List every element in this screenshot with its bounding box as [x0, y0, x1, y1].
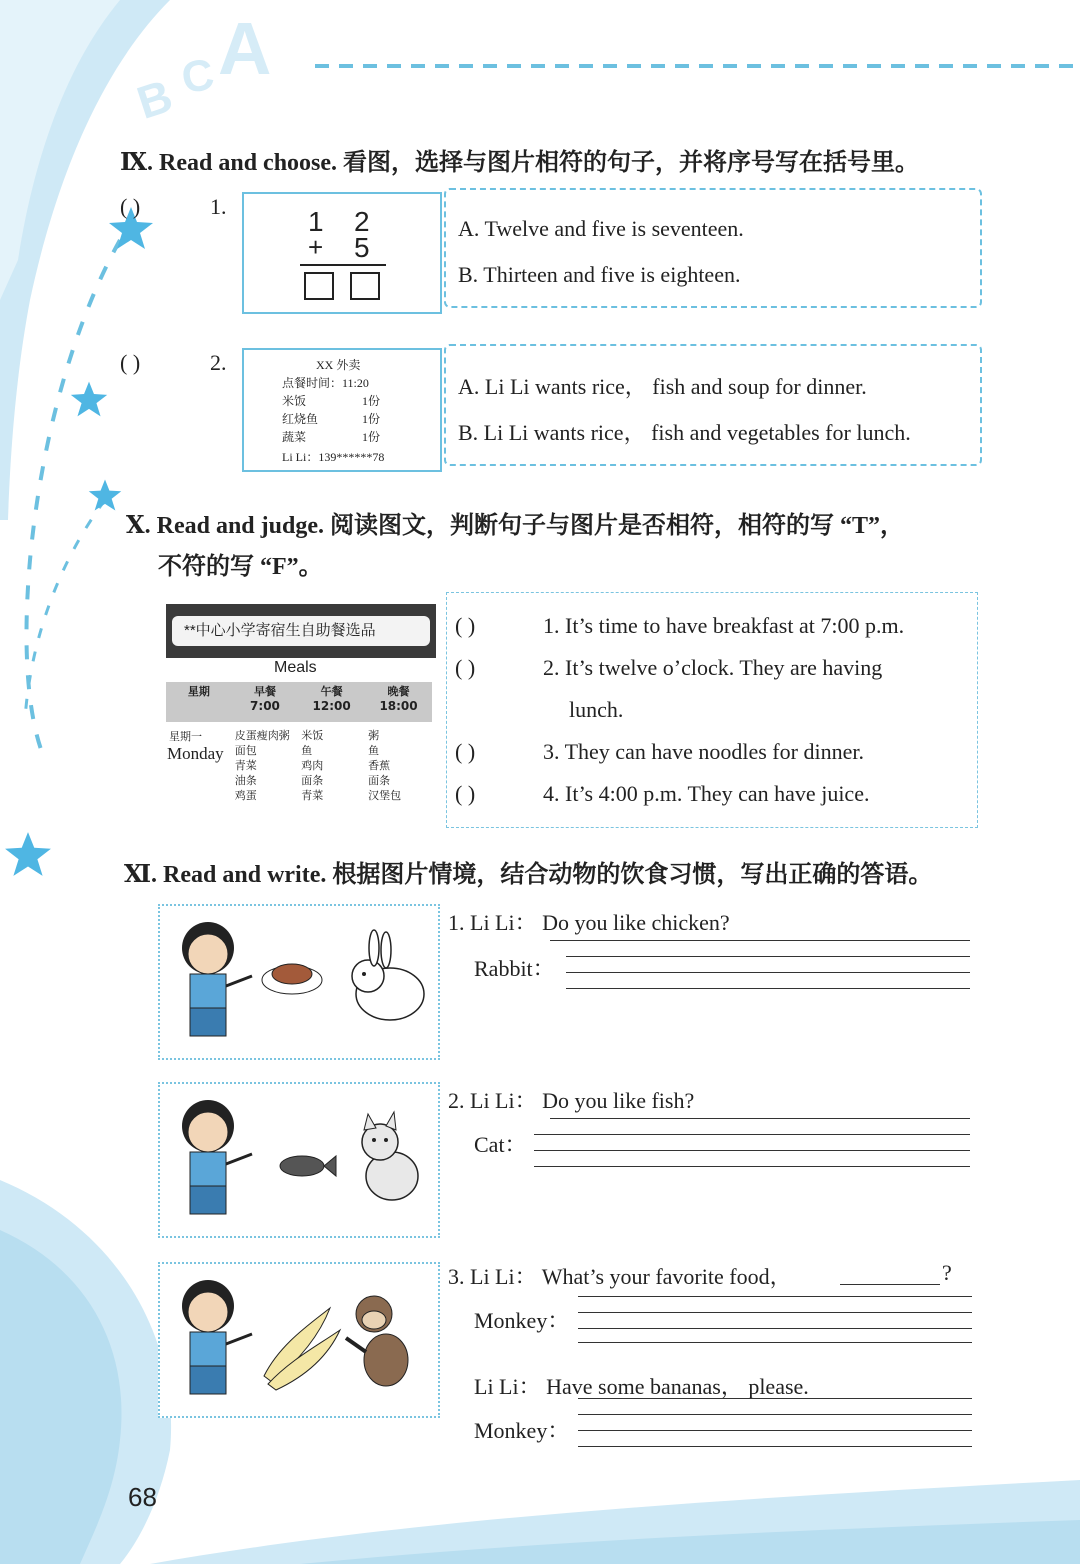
header-cn: 星期 — [187, 685, 210, 698]
menu-item: 面条 — [368, 774, 391, 787]
q1-option-a[interactable]: A. Twelve and five is seventeen. — [458, 216, 744, 241]
judge-statement: 2. It’s twelve o’clock. They are having — [543, 655, 883, 680]
q11-3-question: 3. Li Li： What’s your favorite food， — [448, 1264, 792, 1289]
receipt-item-qty: 1份 — [362, 412, 381, 426]
header-letter-c: C — [177, 49, 218, 104]
picture-girl-fish-cat — [158, 1082, 440, 1238]
judge-paren[interactable]: ( ) — [455, 613, 476, 638]
q11-3-answerer2: Monkey： — [474, 1418, 570, 1443]
answer-line — [578, 1398, 972, 1399]
math-plus: + — [308, 232, 324, 262]
breakfast-cell — [232, 722, 298, 804]
header-cn: 早餐 — [253, 685, 276, 698]
q2-option-a[interactable]: A. Li Li wants rice， fish and soup for dinner. — [458, 374, 867, 399]
q11-3-question-mark: ? — [942, 1260, 952, 1285]
girl-fish-cat-illustration — [160, 1084, 438, 1236]
girl-chicken-rabbit-illustration — [160, 906, 438, 1058]
receipt-item-qty: 1份 — [362, 430, 381, 444]
q1-options-box — [444, 188, 982, 308]
header-cn: 晚餐 — [387, 685, 410, 698]
dinner-cell — [365, 722, 432, 804]
section10-title: Ⅹ. Read and judge. 阅读图文，判断句子与图片是否相符，相符的写 “T”， — [126, 513, 904, 539]
lunch-cell — [298, 722, 365, 804]
header-cell — [232, 682, 298, 722]
menu-item: 油条 — [234, 774, 257, 787]
day-cn: 星期一 — [169, 730, 202, 743]
answer-line[interactable] — [578, 1328, 972, 1329]
answer-line[interactable] — [566, 988, 970, 989]
q11-1-question: 1. Li Li： Do you like chicken? — [448, 910, 730, 935]
header-letter-a: A — [218, 7, 272, 90]
answer-box — [304, 272, 334, 300]
receipt-title: XX 外卖 — [316, 358, 361, 372]
judge-paren[interactable]: ( ) — [455, 781, 476, 806]
judge-statement: 3. They can have noodles for dinner. — [543, 739, 864, 764]
receipt-contact: Li Li：139******78 — [282, 450, 385, 464]
menu-subtitle: Meals — [274, 659, 317, 676]
star-icon — [88, 478, 122, 512]
answer-line[interactable] — [566, 956, 970, 957]
answer-line — [578, 1296, 972, 1297]
receipt-item-name: 红烧鱼 — [282, 412, 319, 426]
header-time: 7:00 — [250, 699, 280, 713]
answer-line[interactable] — [578, 1430, 972, 1431]
math-digit: 5 — [354, 232, 370, 263]
answer-line[interactable] — [578, 1312, 972, 1313]
menu-item: 面包 — [234, 744, 257, 757]
picture-girl-bananas-monkey — [158, 1262, 440, 1418]
menu-item: 皮蛋瘦肉粥 — [234, 729, 290, 742]
menu-item: 青菜 — [234, 759, 257, 772]
answer-line — [550, 1118, 970, 1119]
q2-paren[interactable]: ( ) — [120, 350, 141, 375]
receipt-item-name: 蔬菜 — [282, 430, 307, 444]
blank-line[interactable] — [840, 1284, 940, 1285]
answer-box — [350, 272, 380, 300]
header-letter-b: B — [130, 69, 179, 129]
judge-paren[interactable]: ( ) — [455, 739, 476, 764]
picture-girl-chicken-rabbit — [158, 904, 440, 1060]
meal-table — [166, 682, 432, 804]
q2-number: 2. — [210, 350, 227, 375]
section11-title: Ⅺ. Read and write. 根据图片情境，结合动物的饮食习惯，写出正确的答语。 — [124, 862, 933, 888]
judge-paren[interactable]: ( ) — [455, 655, 476, 680]
receipt-time: 点餐时间：11:20 — [282, 376, 369, 390]
q1-paren[interactable]: ( ) — [120, 194, 141, 219]
q11-3-answerer: Monkey： — [474, 1308, 570, 1333]
q2-receipt — [242, 348, 442, 472]
judge-statement: 1. It’s time to have breakfast at 7:00 p.m. — [543, 613, 905, 638]
answer-line[interactable] — [566, 972, 970, 973]
answer-line[interactable] — [578, 1342, 972, 1343]
answer-line[interactable] — [534, 1166, 970, 1167]
q1-number: 1. — [210, 194, 227, 219]
menu-item: 鸡蛋 — [234, 789, 257, 802]
receipt-item-qty: 1份 — [362, 394, 381, 408]
answer-line[interactable] — [578, 1446, 972, 1447]
q1-math-picture — [242, 192, 442, 314]
menu-item: 香蕉 — [368, 759, 391, 772]
meal-menu — [166, 604, 436, 810]
section10-title-line2: 不符的写 “F”。 — [158, 554, 323, 580]
header-cn: 午餐 — [320, 685, 343, 698]
menu-item: 粥 — [368, 729, 380, 742]
q11-2-answerer: Cat： — [474, 1132, 527, 1157]
star-icon — [4, 830, 52, 878]
menu-item: 鱼 — [368, 744, 380, 757]
header-time: 18:00 — [379, 699, 418, 713]
menu-item: 青菜 — [301, 789, 324, 802]
math-digit: 1 — [308, 206, 324, 237]
q11-1-answerer: Rabbit： — [474, 956, 555, 981]
q11-2-question: 2. Li Li： Do you like fish? — [448, 1088, 695, 1113]
menu-item: 鱼 — [301, 744, 313, 757]
answer-line[interactable] — [534, 1150, 970, 1151]
girl-bananas-monkey-illustration — [160, 1264, 438, 1416]
day-en: Monday — [167, 744, 224, 763]
answer-line — [550, 940, 970, 941]
header-time: 12:00 — [312, 699, 351, 713]
answer-line[interactable] — [534, 1134, 970, 1135]
menu-banner: **中心小学寄宿生自助餐选品 — [172, 616, 430, 646]
header-cell — [166, 682, 232, 722]
menu-item: 汉堡包 — [368, 789, 402, 802]
menu-item: 米饭 — [301, 729, 324, 742]
header-cell — [298, 682, 365, 722]
star-icon — [70, 380, 108, 418]
answer-line[interactable] — [578, 1414, 972, 1415]
header-cell — [365, 682, 432, 722]
math-underline — [300, 264, 386, 266]
q11-3-line2: Li Li： Have some bananas， please. — [474, 1374, 809, 1399]
q2-option-b[interactable]: B. Li Li wants rice， fish and vegetables for lunch. — [458, 420, 911, 445]
q2-options-box — [444, 344, 982, 466]
judge-statement: 4. It’s 4:00 p.m. They can have juice. — [543, 781, 870, 806]
receipt-item-name: 米饭 — [282, 394, 307, 408]
section9-title: Ⅸ. Read and choose. 看图，选择与图片相符的句子，并将序号写在括号里。 — [120, 150, 920, 176]
menu-item: 面条 — [301, 774, 324, 787]
judge-statement-cont: lunch. — [569, 697, 624, 722]
q1-option-b[interactable]: B. Thirteen and five is eighteen. — [458, 262, 741, 287]
menu-item: 鸡肉 — [301, 759, 324, 772]
judge-statements-box — [446, 592, 978, 828]
math-digit: 2 — [354, 206, 370, 237]
page-number: 68 — [128, 1482, 157, 1512]
day-cell — [166, 722, 232, 804]
